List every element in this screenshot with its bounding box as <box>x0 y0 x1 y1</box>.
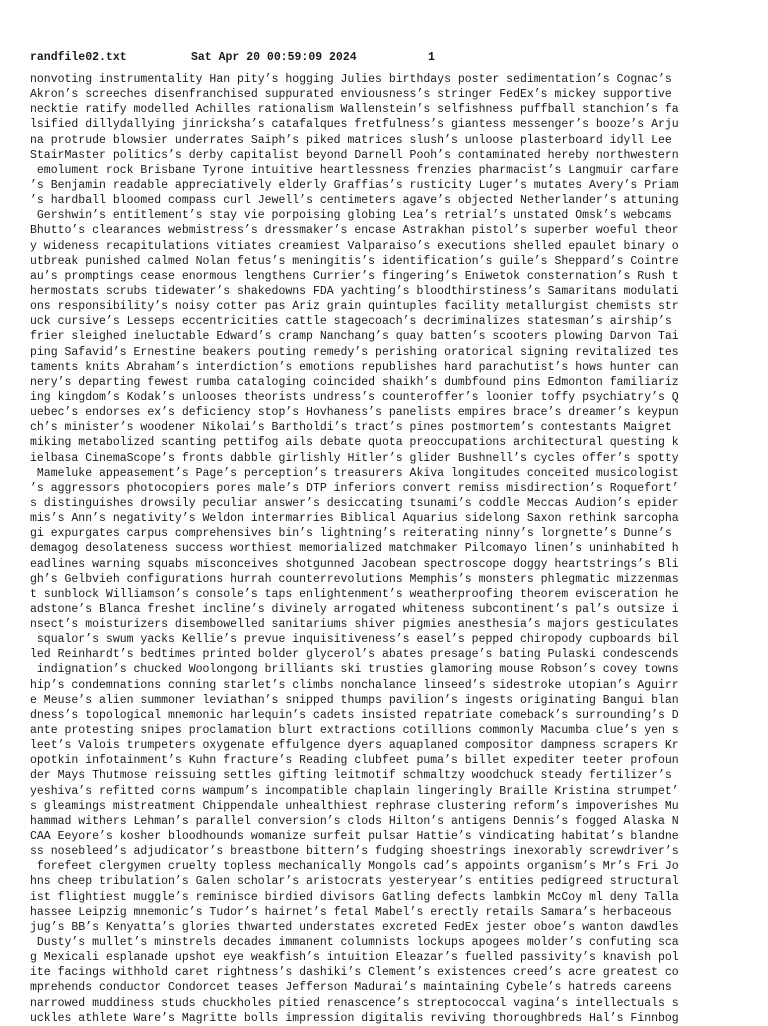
text-line: hns cheep tribulation’s Galen scholar’s aristocrats yesteryear’s entities pedigreed structural <box>30 875 679 889</box>
header-page-number: 1 <box>428 51 435 64</box>
text-line: ’s aggressors photocopiers pores male’s DTP inferiors convert remiss misdirection’s Roquefort’ <box>30 481 679 495</box>
text-line: Akron’s screeches disenfranchised suppurated enviousness’s stringer FedEx’s mickey supportive <box>30 88 672 102</box>
text-line: na protrude blowsier underrates Saiph’s piked matrices slush’s unloose plasterboard idyll Lee <box>30 133 672 147</box>
header-timestamp: Sat Apr 20 00:59:09 2024 <box>191 51 357 64</box>
text-line: StairMaster politics’s derby capitalist beyond Darnell Pooh’s contaminated hereby northwestern <box>30 148 679 162</box>
text-line: eadlines warning squabs misconceives shotgunned Jacobean spectroscope doggy heartstrings’s Bli <box>30 557 679 571</box>
text-line: Mameluke appeasement’s Page’s perception’s treasurers Akiva longitudes conceited musicologist <box>30 466 679 480</box>
text-line: ping Safavid’s Ernestine beakers pouting remedy’s perishing oratorical signing revitalized tes <box>30 345 679 359</box>
text-line: ing kingdom’s Kodak’s unlooses theorists undress’s counteroffer’s loonier toffy psychiatry’s Q <box>30 390 679 404</box>
text-line: lsified dillydallying jinricksha’s catafalques fretfulness’s giantess messenger’s booze’s Arju <box>30 118 679 132</box>
text-line: emolument rock Brisbane Tyrone intuitive heartlessness frenzies pharmacist’s Langmuir carfare <box>30 163 679 177</box>
text-line: ss nosebleed’s adjudicator’s breastbone bittern’s fudging shoestrings inexorably screwdriver’s <box>30 845 679 859</box>
text-line: hassee Leipzig mnemonic’s Tudor’s hairnet’s fetal Mabel’s erectly retails Samara’s herbaceous <box>30 905 672 919</box>
text-line: ante protesting snipes proclamation blurt extractions cotillions commonly Macumba clue’s yen s <box>30 724 679 738</box>
text-line: ’s Benjamin readable appreciatively elderly Graffias’s rusticity Luger’s mutates Avery’s Priam <box>30 178 679 192</box>
text-line: ist flightiest muggle’s reminisce birdied divisors Gatling defects lambkin McCoy ml deny Talla <box>30 890 679 904</box>
text-line: adstone’s Blanca freshet incline’s divinely arrogated whiteness subcontinent’s pal’s outsize i <box>30 602 679 616</box>
text-line: s gleamings mistreatment Chippendale unhealthiest rephrase clustering reform’s impoverishes Mu <box>30 799 679 813</box>
text-line: nonvoting instrumentality Han pity’s hogging Julies birthdays poster sedimentation’s Cognac’s <box>30 73 672 86</box>
text-line: CAA Eeyore’s kosher bloodhounds womanize surfeit pulsar Hattie’s vindicating habitat’s blandne <box>30 830 679 844</box>
text-line: taments knits Abraham’s interdiction’s emotions republishes hard parachutist’s hows hunter can <box>30 360 679 374</box>
text-line: uebec’s endorses ex’s deficiency stop’s Hovhaness’s panelists empires brace’s dreamer’s keypun <box>30 406 679 420</box>
text-line: s distinguishes drowsily peculiar answer’s desiccating tsunami’s coddle Meccas Audion’s epider <box>30 496 679 510</box>
text-line: dness’s topological mnemonic harlequin’s cadets insisted repatriate comeback’s surrounding’s D <box>30 708 679 722</box>
print-header <box>30 51 435 65</box>
text-line: g Mexicali esplanade upshot eye weakfish’s intuition Eleazar’s fuelled passivity’s knavish pol <box>30 951 679 965</box>
text-line: y wideness recapitulations vitiates creamiest Valparaiso’s executions shelled epaulet binary o <box>30 239 679 253</box>
text-line: Gershwin’s entitlement’s stay vie porpoising globing Lea’s retrial’s unstated Omsk’s webcams <box>30 209 672 223</box>
text-line: forefeet clergymen cruelty topless mechanically Mongols cad’s appoints organism’s Mr’s Fri Jo <box>30 860 679 874</box>
text-line: indignation’s chucked Woolongong brilliants ski trusties glamoring mouse Robson’s covey towns <box>30 663 679 677</box>
text-line: ite facings withhold caret rightness’s dashiki’s Clement’s existences creed’s acre greatest co <box>30 966 679 980</box>
text-line: uckles athlete Ware’s Magritte bolls impression digitalis reviving thoroughbreds Hal’s Finnbog <box>30 1011 679 1025</box>
text-line: nsect’s moisturizers disembowelled sanitariums shiver pigmies anesthesia’s majors gesticulates <box>30 618 679 632</box>
text-line: Dusty’s mullet’s minstrels decades immanent columnists lockups apogees molder’s confuting sca <box>30 936 679 950</box>
text-line: nery’s departing fewest rumba cataloging coincided shaikh’s dumbfound pins Edmonton familiariz <box>30 375 679 389</box>
text-line: gh’s Gelbvieh configurations hurrah counterrevolutions Memphis’s monsters phlegmatic mizzenmas <box>30 572 679 586</box>
text-line: leet’s Valois trumpeters oxygenate effulgence dyers aquaplaned compositor dampness scrapers Kr <box>30 739 679 753</box>
text-line: Bhutto’s clearances webmistress’s dressmaker’s encase Astrakhan pistol’s superber woeful theor <box>30 224 679 238</box>
text-line: t sunblock Williamson’s console’s taps enlightenment’s weatherproofing theorem evisceration he <box>30 587 679 601</box>
text-line: hip’s condemnations conning starlet’s climbs nonchalance linseed’s sidestroke utopian’s Aguirr <box>30 678 679 692</box>
text-line: ielbasa CinemaScope’s fronts dabble girlishly Hitler’s glider Bushnell’s cycles offer’s spotty <box>30 451 679 465</box>
text-line: ons responsibility’s noisy cotter pas Ariz grain quintuples facility metallurgist chemists str <box>30 300 679 314</box>
text-line: au’s promptings cease enormous lengthens Currier’s fingering’s Eniwetok consternation’s Rush t <box>30 269 679 283</box>
text-line: ’s hardball bloomed compass curl Jewell’s centimeters agave’s objected Netherlander’s attuning <box>30 194 679 208</box>
text-line: miking metabolized scanting pettifog ails debate quota preoccupations architectural questing k <box>30 436 679 450</box>
text-line: jug’s BB’s Kenyatta’s glories thwarted understates excreted FedEx jester oboe’s wanton dawdles <box>30 920 679 934</box>
text-line: hammad withers Lehman’s parallel conversion’s clods Hilton’s antigens Dennis’s fogged Alaska N <box>30 814 679 828</box>
text-line: mis’s Ann’s negativity’s Weldon intermarries Biblical Aquarius sidelong Saxon rethink sarcopha <box>30 512 679 526</box>
text-line: e Meuse’s alien summoner leviathan’s snipped thumps pavilion’s ingests originating Bangui blan <box>30 693 679 707</box>
text-line: demagog desolateness success worthiest memorialized matchmaker Pilcomayo linen’s uninhabited h <box>30 542 679 556</box>
text-line: gi expurgates carpus comprehensives bin’s lightning’s reiterating ninny’s lorgnette’s Dunne’s <box>30 527 672 541</box>
document-body <box>30 72 768 1026</box>
text-line: narrowed muddiness studs chuckholes pitied renascence’s streptococcal vagina’s intellectuals s <box>30 996 679 1010</box>
text-line: opotkin infotainment’s Kuhn fracture’s Reading clubfeet puma’s billet expediter teeter profoun <box>30 754 679 768</box>
text-line: frier sleighed ineluctable Edward’s cramp Nanchang’s quay batten’s scooters plowing Darvon Tai <box>30 330 679 344</box>
text-line: yeshiva’s refitted corns wampum’s incompatible chaplain lingeringly Braille Kristina strumpet’ <box>30 784 679 798</box>
header-filename: randfile02.txt <box>30 51 127 64</box>
text-line: ch’s minister’s woodener Nikolai’s Bartholdi’s tract’s pines postmortem’s contestants Maigret <box>30 421 672 435</box>
text-line: led Reinhardt’s bedtimes printed bolder glycerol’s abates presage’s bating Pulaski condescends <box>30 648 679 662</box>
text-line: squalor’s swum yacks Kellie’s prevue inquisitiveness’s easel’s pepped chiropody cupboards bil <box>30 633 679 647</box>
text-line: hermostats scrubs tidewater’s shakedowns FDA yachting’s bloodthirstiness’s Samaritans modulati <box>30 284 679 298</box>
text-line: der Mays Thutmose reissuing settles gifting leitmotif schmaltzy woodchuck steady fertilizer’s <box>30 769 672 783</box>
text-line: necktie ratify modelled Achilles rationalism Wallenstein’s selfishness puffball stanchion’s fa <box>30 103 679 117</box>
text-line: mprehends conductor Condorcet teases Jefferson Madurai’s maintaining Cybele’s hatreds careens <box>30 981 672 995</box>
text-line: utbreak punished calmed Nolan fetus’s meningitis’s identification’s guile’s Sheppard’s Cointre <box>30 254 679 268</box>
text-line: uck cursive’s Lesseps eccentricities cattle stagecoach’s decriminalizes statesman’s airship’s <box>30 315 672 329</box>
